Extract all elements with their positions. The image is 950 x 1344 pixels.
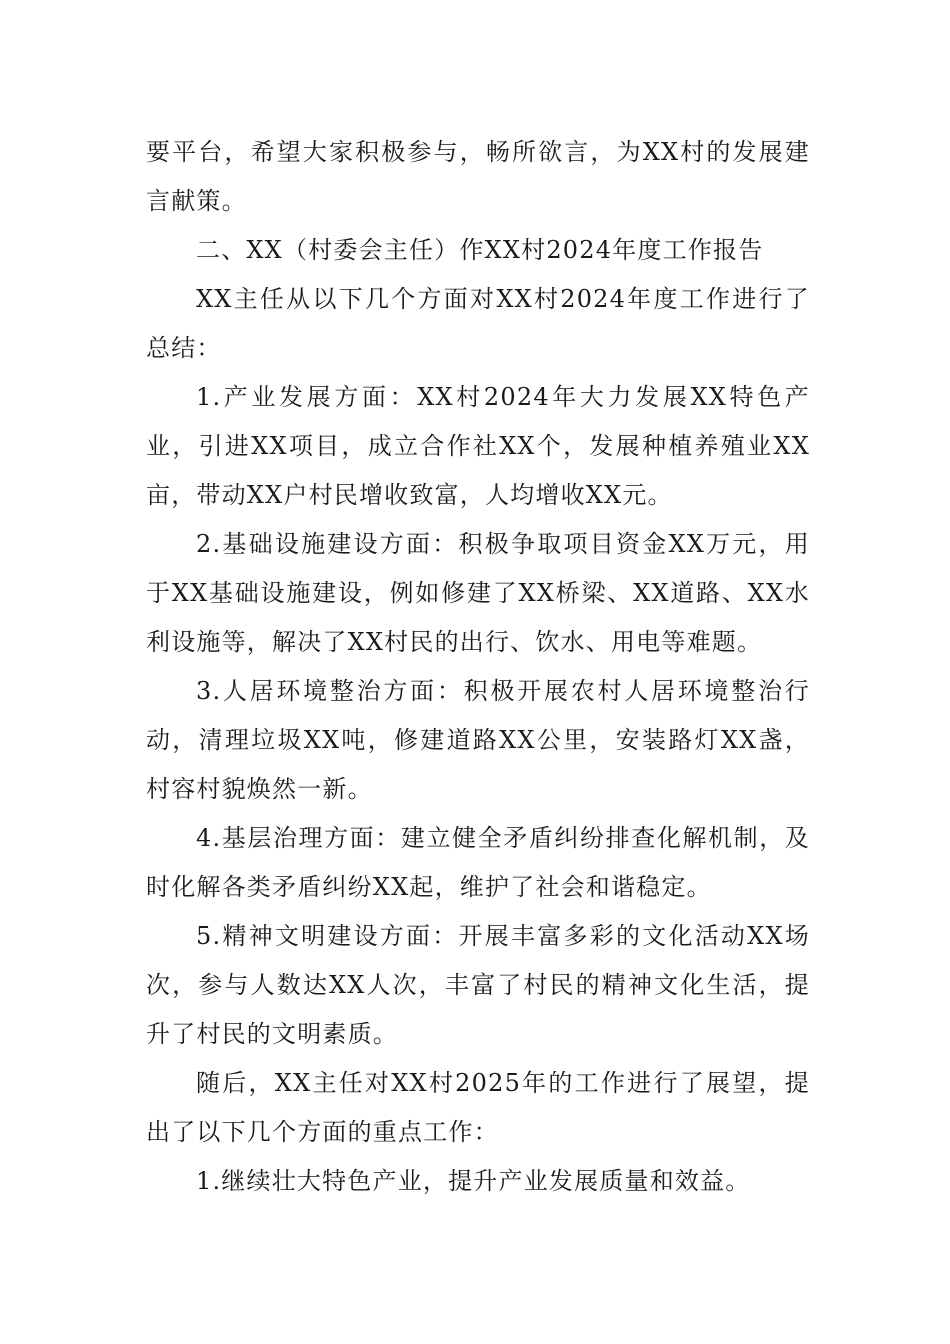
paragraph-item-culture: 5.精神文明建设方面：开展丰富多彩的文化活动XX场次，参与人数达XX人次，丰富了村民的精神文化生活，提升了村民的文明素质。 bbox=[146, 922, 810, 1048]
paragraph-continuation: 要平台，希望大家积极参与，畅所欲言，为XX村的发展建言献策。 bbox=[146, 138, 810, 215]
paragraph-outlook-item: 1.继续壮大特色产业，提升产业发展质量和效益。 bbox=[196, 1167, 751, 1195]
document-body bbox=[146, 128, 810, 1206]
paragraph-summary-intro: XX主任从以下几个方面对XX村2024年度工作进行了总结： bbox=[146, 285, 810, 362]
paragraph-item-governance: 4.基层治理方面：建立健全矛盾纠纷排查化解机制，及时化解各类矛盾纠纷XX起，维护了社会和谐稳定。 bbox=[146, 824, 810, 901]
paragraph-item-infrastructure: 2.基础设施建设方面：积极争取项目资金XX万元，用于XX基础设施建设，例如修建了XX桥梁、XX道路、XX水利设施等，解决了XX村民的出行、饮水、用电等难题。 bbox=[146, 530, 810, 656]
paragraph-outlook-intro: 随后，XX主任对XX村2025年的工作进行了展望，提出了以下几个方面的重点工作： bbox=[146, 1069, 810, 1146]
paragraph-item-environment: 3.人居环境整治方面：积极开展农村人居环境整治行动，清理垃圾XX吨，修建道路XX公里，安装路灯XX盏，村容村貌焕然一新。 bbox=[146, 677, 810, 803]
paragraph-item-industry: 1.产业发展方面：XX村2024年大力发展XX特色产业，引进XX项目，成立合作社XX个，发展种植养殖业XX亩，带动XX户村民增收致富，人均增收XX元。 bbox=[146, 383, 810, 509]
section-heading: 二、XX（村委会主任）作XX村2024年度工作报告 bbox=[196, 236, 764, 264]
